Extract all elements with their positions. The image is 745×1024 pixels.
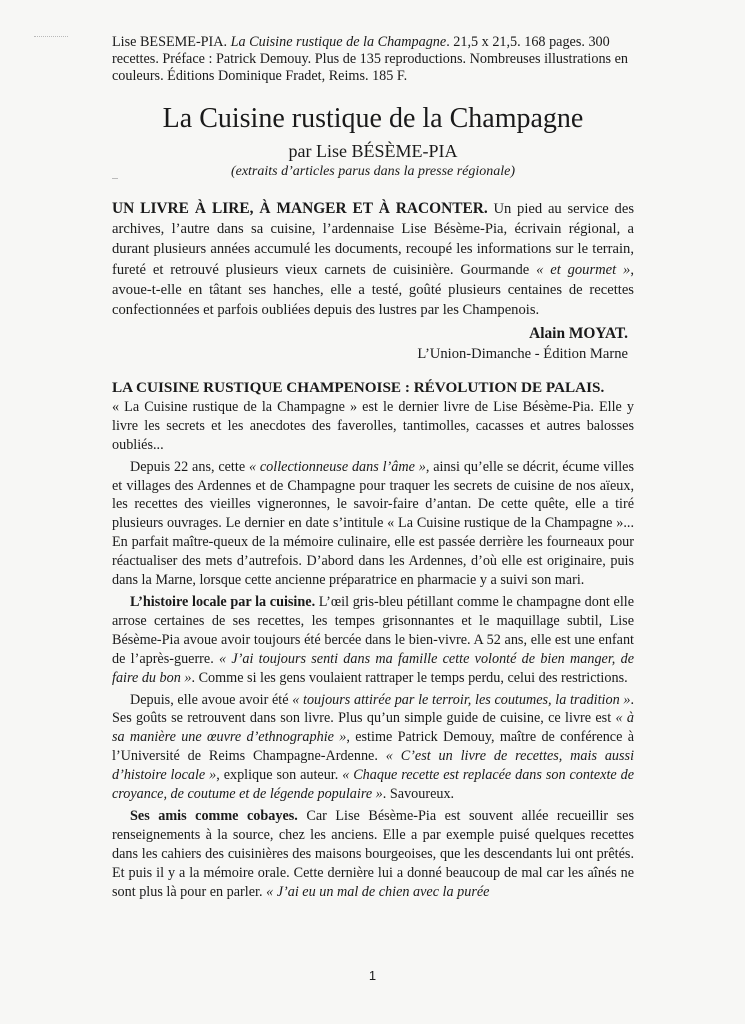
p2-text-a: Depuis 22 ans, cette (130, 458, 249, 475)
review-text-a: Un pied au service des archives, l’autre dans sa cuisine, l’ardennaise Lise Bésème-Pia, écrivain régional, a durant plusieurs années accumulé les documents, recoupé les informations sur le terrain, fureté et retrouvé plusieurs vieux carnets de cuisinière. Gourmande (112, 201, 634, 278)
p4-text-b: . Ses goûts se retrouvent dans son livre. Plus qu’un simple guide de cuisine, ce livre est (112, 691, 634, 727)
p3-text-a: L’œil gris-bleu pétillant comme le champagne dont elle arrose certaines de ses recettes, les tempes grisonnantes et le maquillage subtil, Lise Bésème-Pia avoue avoir toujours été bercée dans le bien-vivre. A 52 ans, elle est une enfant de l’après-guerre. (112, 593, 635, 667)
margin-mark (112, 178, 118, 179)
p4-text-a: Depuis, elle avoue avoir été (130, 691, 293, 708)
p5-text-a: Car Lise Bésème-Pia est souvent allée recueillir ses renseignements à la source, chez les anciens. Elle a par exemple puisé quelques recettes dans les cahiers des cuisinières des maisons bourgeoises, que les descendants lui ont prêtés. Et puis il y a la mémoire orale. Cette dernière lui a donné beaucoup de mal car les aînés ne sont plus là pour en parler. (112, 807, 634, 900)
page-number: 1 (368, 968, 377, 983)
p3-heading: L’histoire locale par la cuisine. (130, 593, 316, 610)
page-title: La Cuisine rustique de la Champagne (162, 103, 584, 134)
biblio-details: . 21,5 x 21,5. 168 pages. 300 recettes. Préface : Patrick Demouy. Plus de 135 reproductions. Nombreuses illustrations en couleurs. Éditions Dominique Fradet, Reims. 185 F. (112, 34, 629, 84)
review-text-b: , avoue-t-elle en tâtant ses hanches, elle a testé, goûté plusieurs centaines de recettes confectionnées et parfois oubliées depuis des lustres par les Champenois. (112, 261, 634, 319)
byline: par Lise BÉSÈME-PIA (288, 141, 458, 161)
article-paragraph-1: « La Cuisine rustique de la Champagne » est le dernier livre de Lise Bésème-Pia. Elle y livre les secrets et les anecdotes des faverolles, tantimolles, cacasses et autres balosses oubliés... (112, 398, 634, 453)
article-headline: LA CUISINE RUSTIQUE CHAMPENOISE : RÉVOLUTION DE PALAIS. (112, 379, 605, 396)
p4-quote-4: « Chaque recette est replacée dans son contexte de croyance, de coutume et de légende populaire » (112, 767, 635, 803)
review-publication: L’Union-Dimanche - Édition Marne (417, 346, 628, 362)
review-lead: UN LIVRE À LIRE, À MANGER ET À RACONTER. (112, 200, 488, 217)
scan-mark (34, 36, 68, 37)
review-l-union (112, 199, 634, 320)
p4-text-c: , estime Patrick Demouy, maître de conférence à l’Université de Reims Champagne-Ardenne. (112, 729, 634, 765)
p4-quote-3: « C’est un livre de recettes, mais aussi d’histoire locale » (112, 748, 635, 784)
p3-text-b: . Comme si les gens voulaient rattraper le temps perdu, celui des restrictions. (191, 669, 628, 686)
biblio-author: Lise BESEME-PIA. (112, 34, 231, 50)
article-paragraph-2 (112, 458, 634, 590)
subtitle: (extraits d’articles parus dans la presse régionale) (230, 164, 516, 179)
p2-quote: « collectionneuse dans l’âme » (248, 458, 426, 475)
p5-quote: « J’ai eu un mal de chien avec la purée (266, 883, 490, 900)
review-signature: Alain MOYAT. (529, 325, 628, 342)
article-paragraph-5 (112, 807, 634, 902)
article-body (112, 379, 634, 901)
p3-quote: « J’ai toujours senti dans ma famille cette volonté de bien manger, de faire du bon » (112, 650, 634, 686)
p4-text-e: . Savoureux. (382, 786, 455, 803)
article-paragraph-4 (112, 691, 634, 804)
bibliographic-note (112, 34, 634, 85)
p2-text-b: , ainsi qu’elle se décrit, écume villes et villages des Ardennes et de Champagne pour traquer les secrets de cuisine de nos aïeux, les recettes des vieilles vigneronnes, le savoir-faire d’antan. De cette quête, elle a tiré plusieurs ouvrages. Le dernier en date s’intitule « La Cuisine rustique de la Champagne »... En parfait maître-queux de la mémoire culinaire, elle est passée derrière les fourneaux pour réactualiser des mets d’autrefois. D’abord dans les Ardennes, d’où elle est originaire, puis dans la Marne, lorsque cette ancienne préparatrice en pharmacie y a suivi son mari. (112, 458, 634, 589)
p4-text-d: , explique son auteur. (216, 767, 343, 784)
p4-quote-1: « toujours attirée par le terroir, les coutumes, la tradition » (292, 691, 631, 708)
p5-heading: Ses amis comme cobayes. (130, 807, 298, 824)
biblio-book-title: La Cuisine rustique de la Champagne (230, 34, 447, 50)
article-paragraph-3 (112, 593, 634, 688)
p4-quote-2: « à sa manière une œuvre d’ethnographie » (112, 710, 635, 746)
review-quote: « et gourmet » (536, 261, 631, 278)
